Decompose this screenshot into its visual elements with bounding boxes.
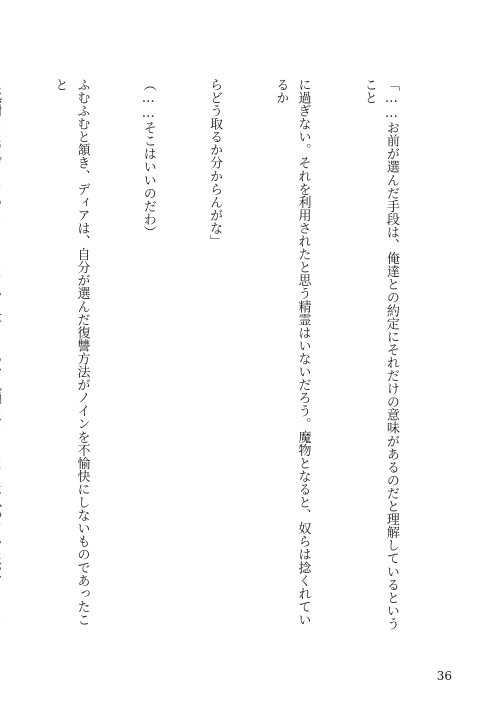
text-line: （……そこはいいのだわ） [140, 78, 156, 239]
text-line: ふむふむと頷き、ディアは、自分が選んだ復讐方法がノインを不愉快にしないものであったこと [52, 78, 90, 627]
text-line: 「……お前が選んだ手段は、俺達との約定にそれだけの意味があるのだと理解しているということ [361, 78, 399, 631]
text-line: らどう取るか分からんがな」 [207, 78, 223, 248]
text-line: に過ぎない。それを利用されたと思う精霊はいないだろう。魔物となると、奴らは捻くれているか [273, 78, 311, 627]
text-line [0, 78, 4, 638]
vertical-text-body [0, 78, 446, 638]
page-number: 36 [436, 669, 452, 683]
